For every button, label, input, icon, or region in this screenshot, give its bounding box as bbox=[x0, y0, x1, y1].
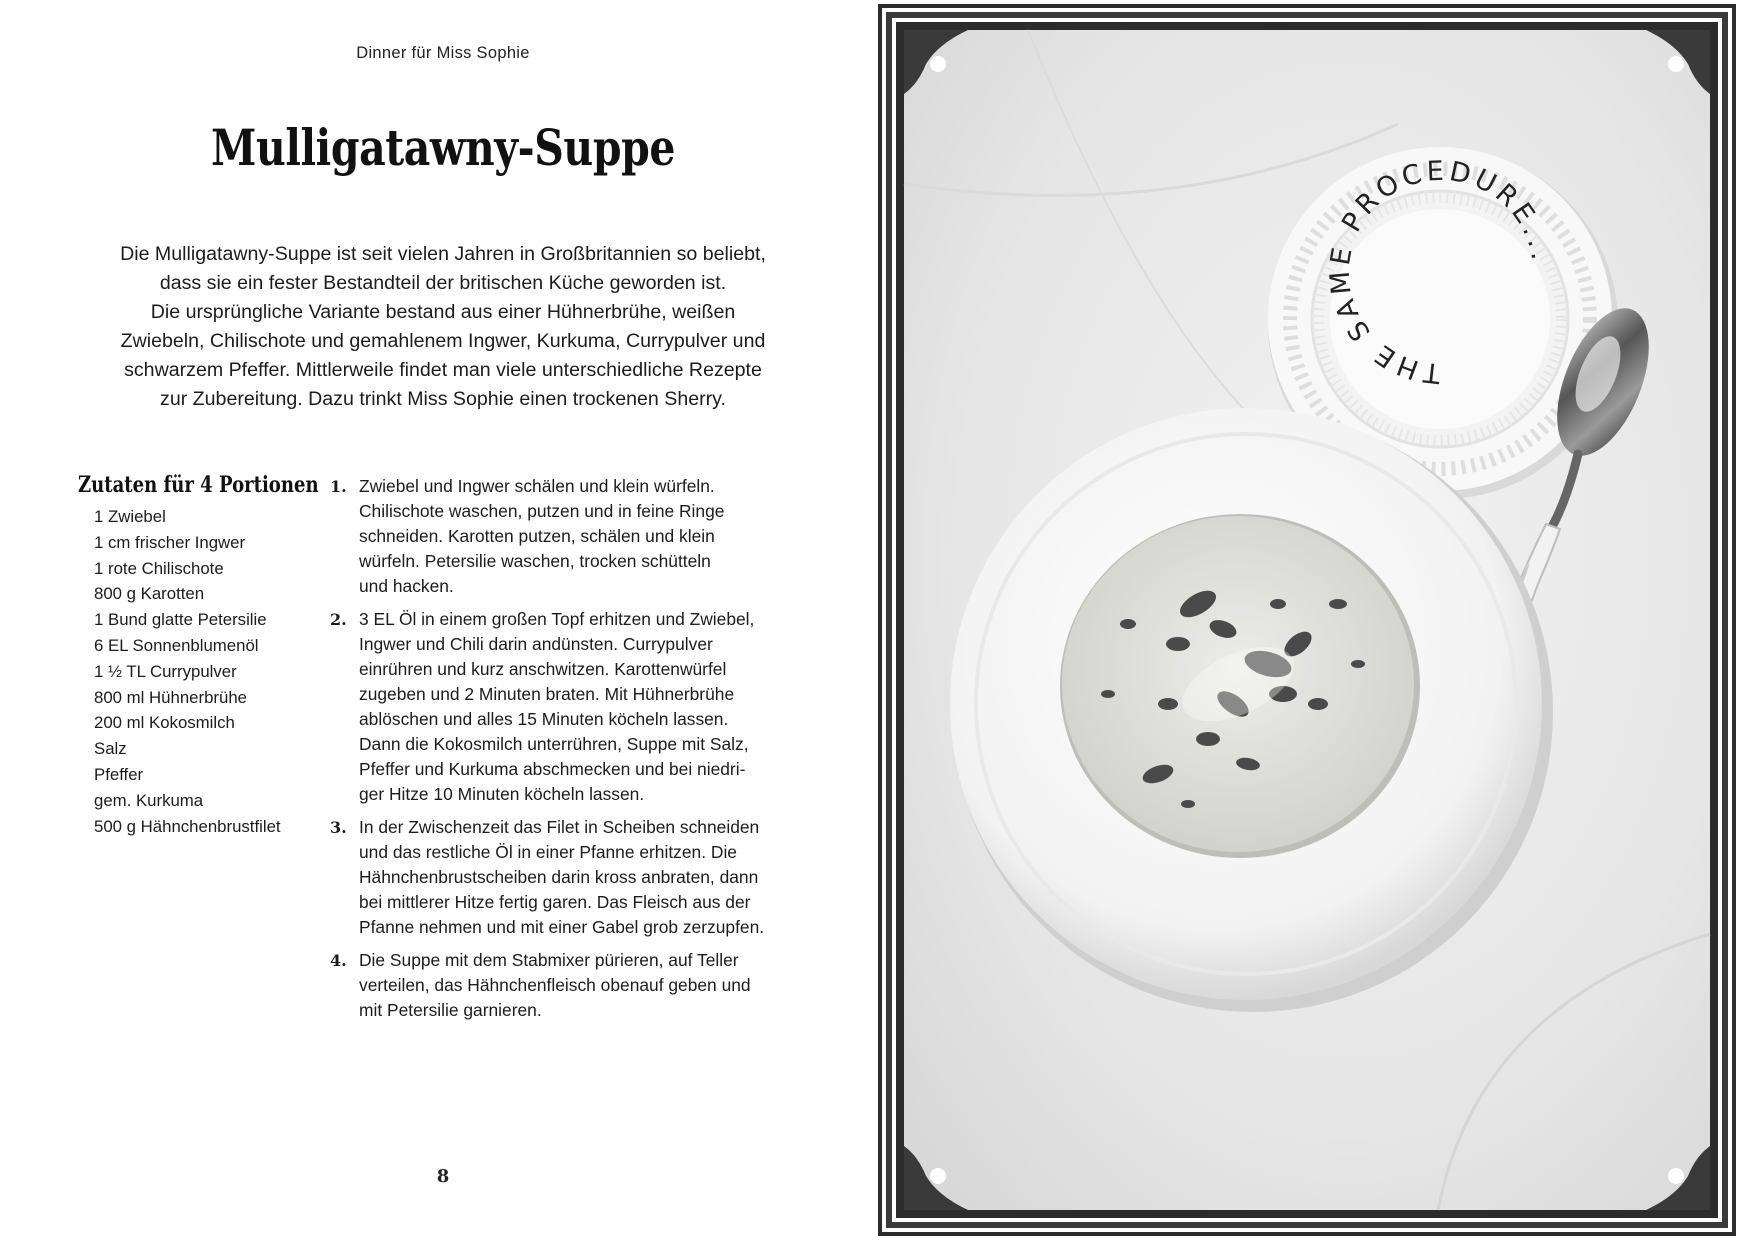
step-line: verteilen, das Hähnchenfleisch obenauf geben und bbox=[359, 975, 751, 995]
step-line: Chilischote waschen, putzen und in feine Ringe bbox=[359, 501, 725, 521]
intro-line: zur Zubereitung. Dazu trinkt Miss Sophie einen trockenen Sherry. bbox=[160, 388, 726, 410]
step-number: 1. bbox=[330, 477, 347, 496]
step-line: einrühren und kurz anschwitzen. Karottenwürfel bbox=[359, 659, 727, 679]
ingredients-list bbox=[78, 504, 328, 839]
ingredient-item: 6 EL Sonnenblumenöl bbox=[94, 635, 259, 655]
instruction-step bbox=[330, 948, 810, 1023]
plate-inscription: THE SAME PROCEDURE... bbox=[1324, 155, 1557, 389]
ingredient-item: Salz bbox=[94, 739, 127, 759]
step-line: Ingwer und Chili darin andünsten. Currypulver bbox=[359, 634, 713, 654]
right-page bbox=[868, 0, 1748, 1240]
soup-bowl bbox=[950, 408, 1553, 1012]
step-number: 3. bbox=[330, 818, 347, 837]
step-line: Dann die Kokosmilch unterrühren, Suppe mit Salz, bbox=[359, 734, 749, 754]
ingredients-section bbox=[78, 472, 328, 839]
ingredient-item: 1 Bund glatte Petersilie bbox=[94, 610, 267, 630]
step-line: In der Zwischenzeit das Filet in Scheiben schneiden bbox=[359, 817, 760, 837]
ingredient-item: 1 rote Chilischote bbox=[94, 558, 224, 578]
step-line: Pfanne nehmen und mit einer Gabel grob zerzupfen. bbox=[359, 917, 765, 937]
photo-frame bbox=[878, 4, 1736, 1236]
ingredient-item: gem. Kurkuma bbox=[94, 790, 204, 810]
instruction-step bbox=[330, 474, 810, 599]
ingredient-item: 1 cm frischer Ingwer bbox=[94, 532, 246, 552]
step-line: würfeln. Petersilie waschen, trocken schütteln bbox=[359, 551, 711, 571]
recipe-intro bbox=[60, 240, 826, 414]
step-line: zugeben und 2 Minuten braten. Mit Hühnerbrühe bbox=[359, 684, 735, 704]
step-line: Zwiebel und Ingwer schälen und klein würfeln. bbox=[359, 476, 715, 496]
instruction-step bbox=[330, 607, 810, 807]
intro-line: Die Mulligatawny-Suppe ist seit vielen Jahren in Großbritannien so beliebt, bbox=[120, 243, 766, 265]
intro-line: Die ursprüngliche Variante bestand aus einer Hühnerbrühe, weißen bbox=[150, 301, 736, 323]
ingredient-item: 1 Zwiebel bbox=[94, 507, 166, 526]
step-number: 2. bbox=[330, 610, 347, 629]
recipe-title: Mulligatawny-Suppe bbox=[210, 118, 676, 177]
step-line: bei mittlerer Hitze fertig garen. Das Fleisch aus der bbox=[359, 892, 751, 912]
step-line: Pfeffer und Kurkuma abschmecken und bei niedri- bbox=[359, 759, 746, 779]
step-line: und hacken. bbox=[359, 576, 454, 596]
ingredient-item: Pfeffer bbox=[94, 764, 144, 784]
ingredient-item: 1 ½ TL Currypulver bbox=[94, 661, 237, 681]
step-line: schneiden. Karotten putzen, schälen und klein bbox=[359, 526, 715, 546]
intro-line: Zwiebeln, Chilischote und gemahlenem Ingwer, Kurkuma, Currypulver und bbox=[120, 330, 766, 352]
instruction-step bbox=[330, 815, 810, 940]
ingredient-item: 500 g Hähnchenbrustfilet bbox=[94, 816, 281, 836]
step-line: Die Suppe mit dem Stabmixer pürieren, auf Teller bbox=[359, 950, 739, 970]
step-line: Hähnchenbrustscheiben darin kross anbraten, dann bbox=[359, 867, 759, 887]
left-page bbox=[0, 0, 868, 1240]
step-line: 3 EL Öl in einem großen Topf erhitzen und Zwiebel, bbox=[359, 609, 755, 629]
intro-line: schwarzem Pfeffer. Mittlerweile findet man viele unterschiedliche Rezepte bbox=[124, 359, 762, 381]
step-number: 4. bbox=[330, 951, 347, 970]
ingredients-heading: Zutaten für 4 Portionen bbox=[78, 472, 319, 498]
soup-photo bbox=[878, 4, 1736, 1236]
step-line: und das restliche Öl in einer Pfanne erhitzen. Die bbox=[359, 842, 737, 862]
ingredient-item: 200 ml Kokosmilch bbox=[94, 713, 235, 733]
instructions-list bbox=[330, 474, 810, 1031]
ingredient-item: 800 ml Hühnerbrühe bbox=[94, 687, 247, 707]
ingredient-item: 800 g Karotten bbox=[94, 584, 205, 604]
step-line: mit Petersilie garnieren. bbox=[359, 1000, 542, 1020]
step-line: ger Hitze 10 Minuten köcheln lassen. bbox=[359, 784, 645, 804]
page-number: 8 bbox=[436, 1166, 450, 1187]
intro-line: dass sie ein fester Bestandteil der britischen Küche geworden ist. bbox=[159, 272, 727, 294]
running-head: Dinner für Miss Sophie bbox=[356, 44, 530, 62]
step-line: ablöschen und alles 15 Minuten köcheln lassen. bbox=[359, 709, 729, 729]
